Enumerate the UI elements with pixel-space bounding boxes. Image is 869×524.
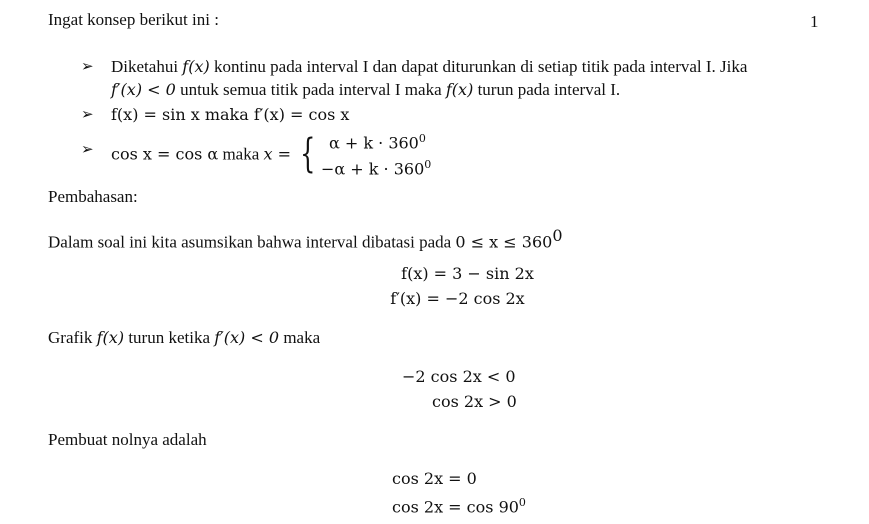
bullet-arrow-icon: ➢	[81, 57, 94, 75]
math-condition: f′(x) < 0	[111, 80, 176, 99]
concept-item-2: f(x) = sin x maka f′(x) = cos x	[111, 105, 350, 124]
math-fx: f(x)	[182, 57, 210, 76]
concept-text: turun pada interval I.	[473, 80, 621, 99]
intro-text: Ingat konsep berikut ini :	[48, 10, 219, 29]
inequality-2: cos 2x > 0	[432, 392, 517, 411]
graph-text: turun ketika	[124, 328, 215, 347]
page-number: 1	[810, 12, 819, 31]
case-1: $\alpha + k \cdot 360^0$	[328, 132, 426, 153]
graph-text: Grafik	[48, 328, 97, 347]
bullet-arrow-icon: ➢	[81, 140, 94, 158]
concept-text: kontinu pada interval I dan dapat diturunkan di setiap titik pada interval I. Jika	[209, 57, 748, 76]
math-condition: f′(x) < 0	[214, 328, 280, 347]
concept-text: untuk semua titik pada interval I maka	[175, 80, 446, 99]
assumption-text: Dalam soal ini kita asumsikan bahwa interval dibatasi pada	[48, 232, 456, 252]
bullet-arrow-icon: ➢	[81, 105, 94, 123]
concept-text: Diketahui	[111, 57, 183, 76]
concept-item-3	[111, 128, 431, 181]
assumption-line: Dalam soal ini kita asumsikan bahwa interval dibatasi pada $0 \le x \le 360^0$	[48, 226, 563, 252]
math-interval: 0 ≤ x ≤ 360	[455, 232, 553, 252]
inequality-1: −2 cos 2x < 0	[402, 367, 516, 386]
case-2: $-\alpha + k \cdot 360^0$	[320, 158, 432, 179]
solution-heading: Pembahasan:	[48, 187, 138, 206]
graph-decreasing-line	[48, 328, 320, 348]
concept-item-1-line-1	[111, 57, 747, 77]
equation-fprime: f′(x) = −2 cos 2x	[390, 289, 525, 308]
math-fx: f(x)	[445, 80, 474, 99]
zero-maker-text: Pembuat nolnya adalah	[48, 430, 207, 449]
concept-text: maka	[218, 144, 264, 164]
zero-equation-2: $\cos 2x = \cos 90^0$	[392, 496, 526, 517]
graph-text: maka	[279, 328, 321, 347]
math-x-equals: x =	[263, 144, 292, 164]
concept-item-1-line-2	[111, 80, 620, 100]
cases-block	[321, 128, 431, 181]
math-fx: f(x)	[96, 328, 125, 347]
math-cos-equation: cos x = cos α	[111, 144, 219, 164]
zero-equation-1: cos 2x = 0	[392, 469, 477, 488]
cases-brace: {	[300, 131, 316, 178]
equation-fx: f(x) = 3 − sin 2x	[401, 264, 534, 283]
